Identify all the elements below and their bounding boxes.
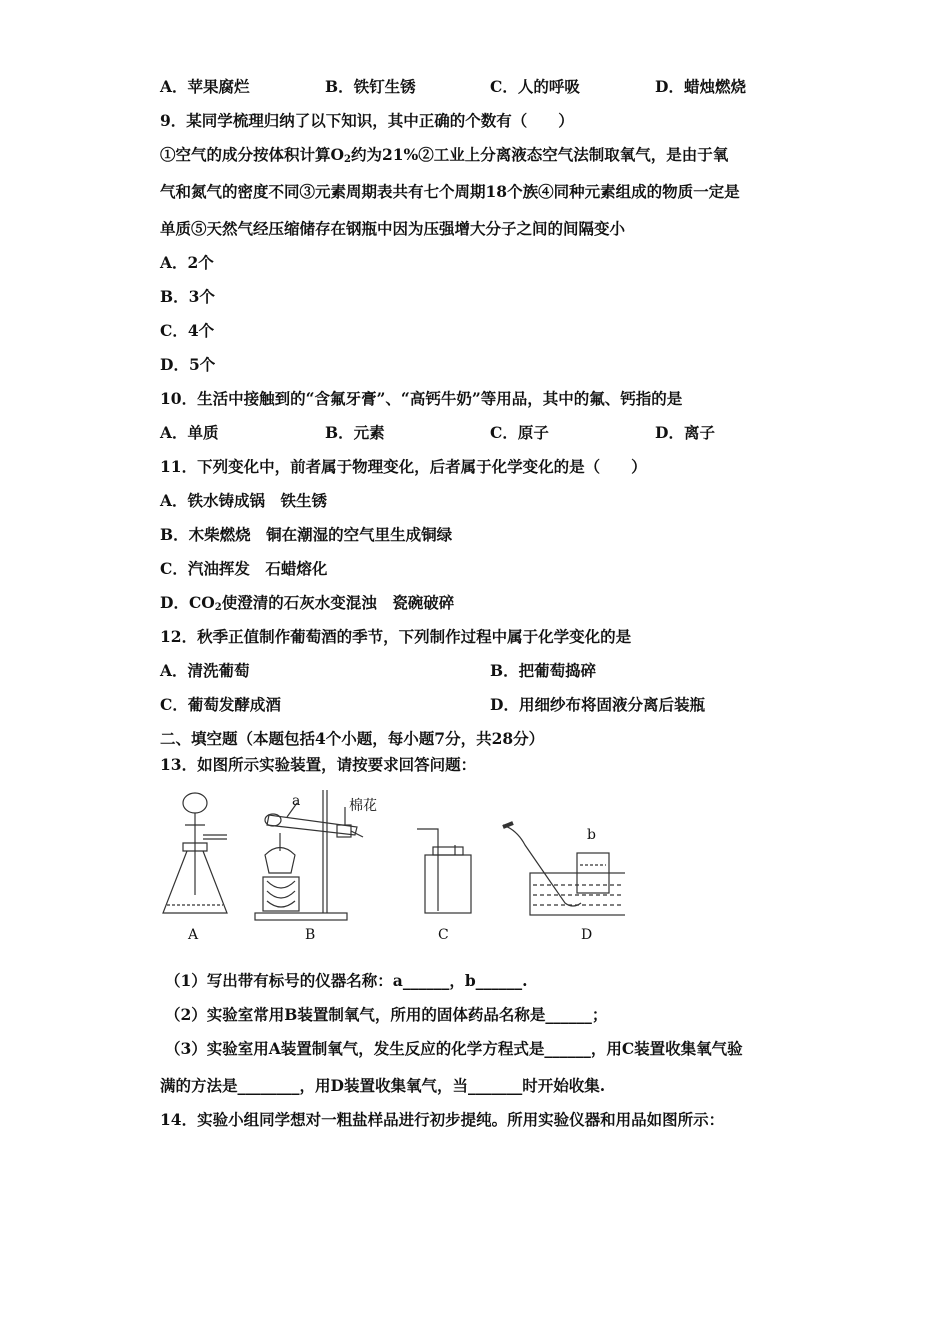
q12-option-d: D．用细纱布将固液分离后装瓶 [490,695,705,714]
q8-option-c: C．人的呼吸 [490,77,580,96]
q11-option-a: A．铁水铸成锅 铁生锈 [160,491,328,510]
figure-label-c: C [438,927,449,943]
q11-option-b: B．木柴燃烧 铜在潮湿的空气里生成铜绿 [160,525,453,544]
q10-option-b: B．元素 [325,423,385,442]
apparatus-d-trough [503,823,625,915]
q13-part-3-cont: 满的方法是________，用D装置收集氧气，当_______时开始收集. [160,1076,606,1095]
q12-option-a: A．清洗葡萄 [160,661,250,680]
q12-option-b: B．把葡萄捣碎 [490,661,597,680]
q9-line1: ①空气的成分按体积计算$O_2$约为21%②工业上分离液态空气法制取氧气，是由于氧 [160,145,729,165]
q10-option-d: D．离子 [655,423,715,442]
figure-label-b: B [305,927,316,943]
q11-option-d: D．$CO_2$使澄清的石灰水变混浊 瓷碗破碎 [160,593,455,613]
apparatus-a-flask [163,793,227,913]
q11-option-c: C．汽油挥发 石蜡熔化 [160,559,328,578]
q9-stem: 9．某同学梳理归纳了以下知识，其中正确的个数有（ ） [160,111,574,130]
q8-option-d: D．蜡烛燃烧 [655,77,746,96]
q10-option-c: C．原子 [490,423,549,442]
apparatus-c-bottle [417,829,471,913]
q11-stem: 11．下列变化中，前者属于物理变化，后者属于化学变化的是（ ） [160,457,647,476]
q9-option-a: A．2个 [160,253,214,272]
q9-option-c: C．4个 [160,321,215,340]
section-heading: 二、填空题（本题包括4个小题，每小题7分，共28分） [160,729,545,748]
figure-label-a: A [188,927,199,943]
q8-option-b: B．铁钉生锈 [325,77,416,96]
q9-option-b: B．3个 [160,287,215,306]
q13-part-1: （1）写出带有标号的仪器名称：a______，b______. [165,971,528,990]
q9-line2: 气和氮气的密度不同③元素周期表共有七个周期18个族④同种元素组成的物质一定是 [160,182,740,201]
q9-line3: 单质⑤天然气经压缩储存在钢瓶中因为压强增大分子之间的间隔变小 [160,219,626,238]
figure-label-cotton: 棉花 [349,798,377,814]
q13-apparatus-figure [155,785,625,950]
q14-stem: 14．实验小组同学想对一粗盐样品进行初步提纯。所用实验仪器和用品如图所示： [160,1110,725,1129]
q13-stem: 13．如图所示实验装置，请按要求回答问题： [160,755,477,774]
figure-label-small-a: a [292,793,301,809]
apparatus-drawing [155,785,625,950]
q10-stem: 10．生活中接触到的“含氟牙膏”、“高钙牛奶”等用品，其中的氟、钙指的是 [160,389,683,408]
q13-part-2: （2）实验室常用B装置制氧气，所用的固体药品名称是______； [165,1005,608,1024]
q12-stem: 12．秋季正值制作葡萄酒的季节，下列制作过程中属于化学变化的是 [160,627,632,646]
q12-option-c: C．葡萄发酵成酒 [160,695,281,714]
apparatus-b-heating [255,790,363,920]
q8-option-a: A．苹果腐烂 [160,77,250,96]
figure-label-d: D [581,927,593,943]
q10-option-a: A．单质 [160,423,219,442]
q13-part-3: （3）实验室用A装置制氧气，发生反应的化学方程式是______，用C装置收集氧气验 [165,1039,743,1058]
q9-option-d: D．5个 [160,355,216,374]
figure-label-small-b: b [587,827,596,843]
